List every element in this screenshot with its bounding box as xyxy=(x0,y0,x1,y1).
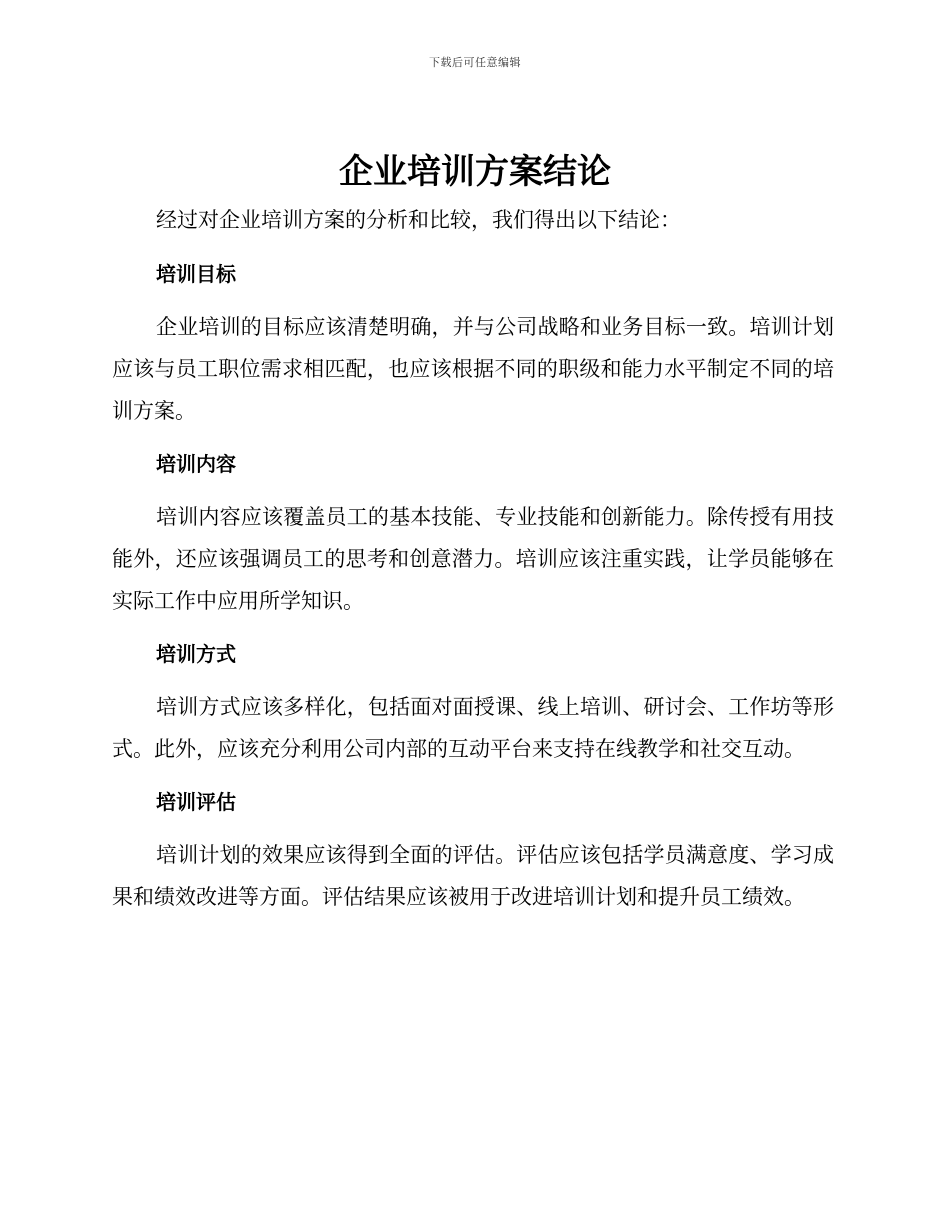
section-training-methods xyxy=(112,632,834,770)
section-training-goals xyxy=(112,252,834,432)
section-paragraph: 培训内容应该覆盖员工的基本技能、专业技能和创新能力。除传授有用技能外，还应该强调员工的思考和创意潜力。培训应该注重实践，让学员能够在实际工作中应用所学知识。 xyxy=(112,505,834,613)
section-training-content xyxy=(112,442,834,622)
section-paragraph: 企业培训的目标应该清楚明确，并与公司战略和业务目标一致。培训计划应该与员工职位需求相匹配，也应该根据不同的职级和能力水平制定不同的培训方案。 xyxy=(112,315,834,423)
document-body xyxy=(112,198,834,928)
section-paragraph: 培训方式应该多样化，包括面对面授课、线上培训、研讨会、工作坊等形式。此外，应该充分利用公司内部的互动平台来支持在线教学和社交互动。 xyxy=(112,695,834,761)
section-paragraph: 培训计划的效果应该得到全面的评估。评估应该包括学员满意度、学习成果和绩效改进等方面。评估结果应该被用于改进培训计划和提升员工绩效。 xyxy=(112,843,834,909)
intro-paragraph: 经过对企业培训方案的分析和比较，我们得出以下结论： xyxy=(156,208,681,232)
header-note: 下载后可任意编辑 xyxy=(429,56,521,69)
section-heading: 培训目标 xyxy=(156,262,236,286)
section-heading: 培训方式 xyxy=(156,642,236,666)
section-heading: 培训内容 xyxy=(156,452,236,476)
section-heading: 培训评估 xyxy=(156,790,236,814)
document-title: 企业培训方案结论 xyxy=(339,152,611,192)
section-training-evaluation xyxy=(112,780,834,918)
